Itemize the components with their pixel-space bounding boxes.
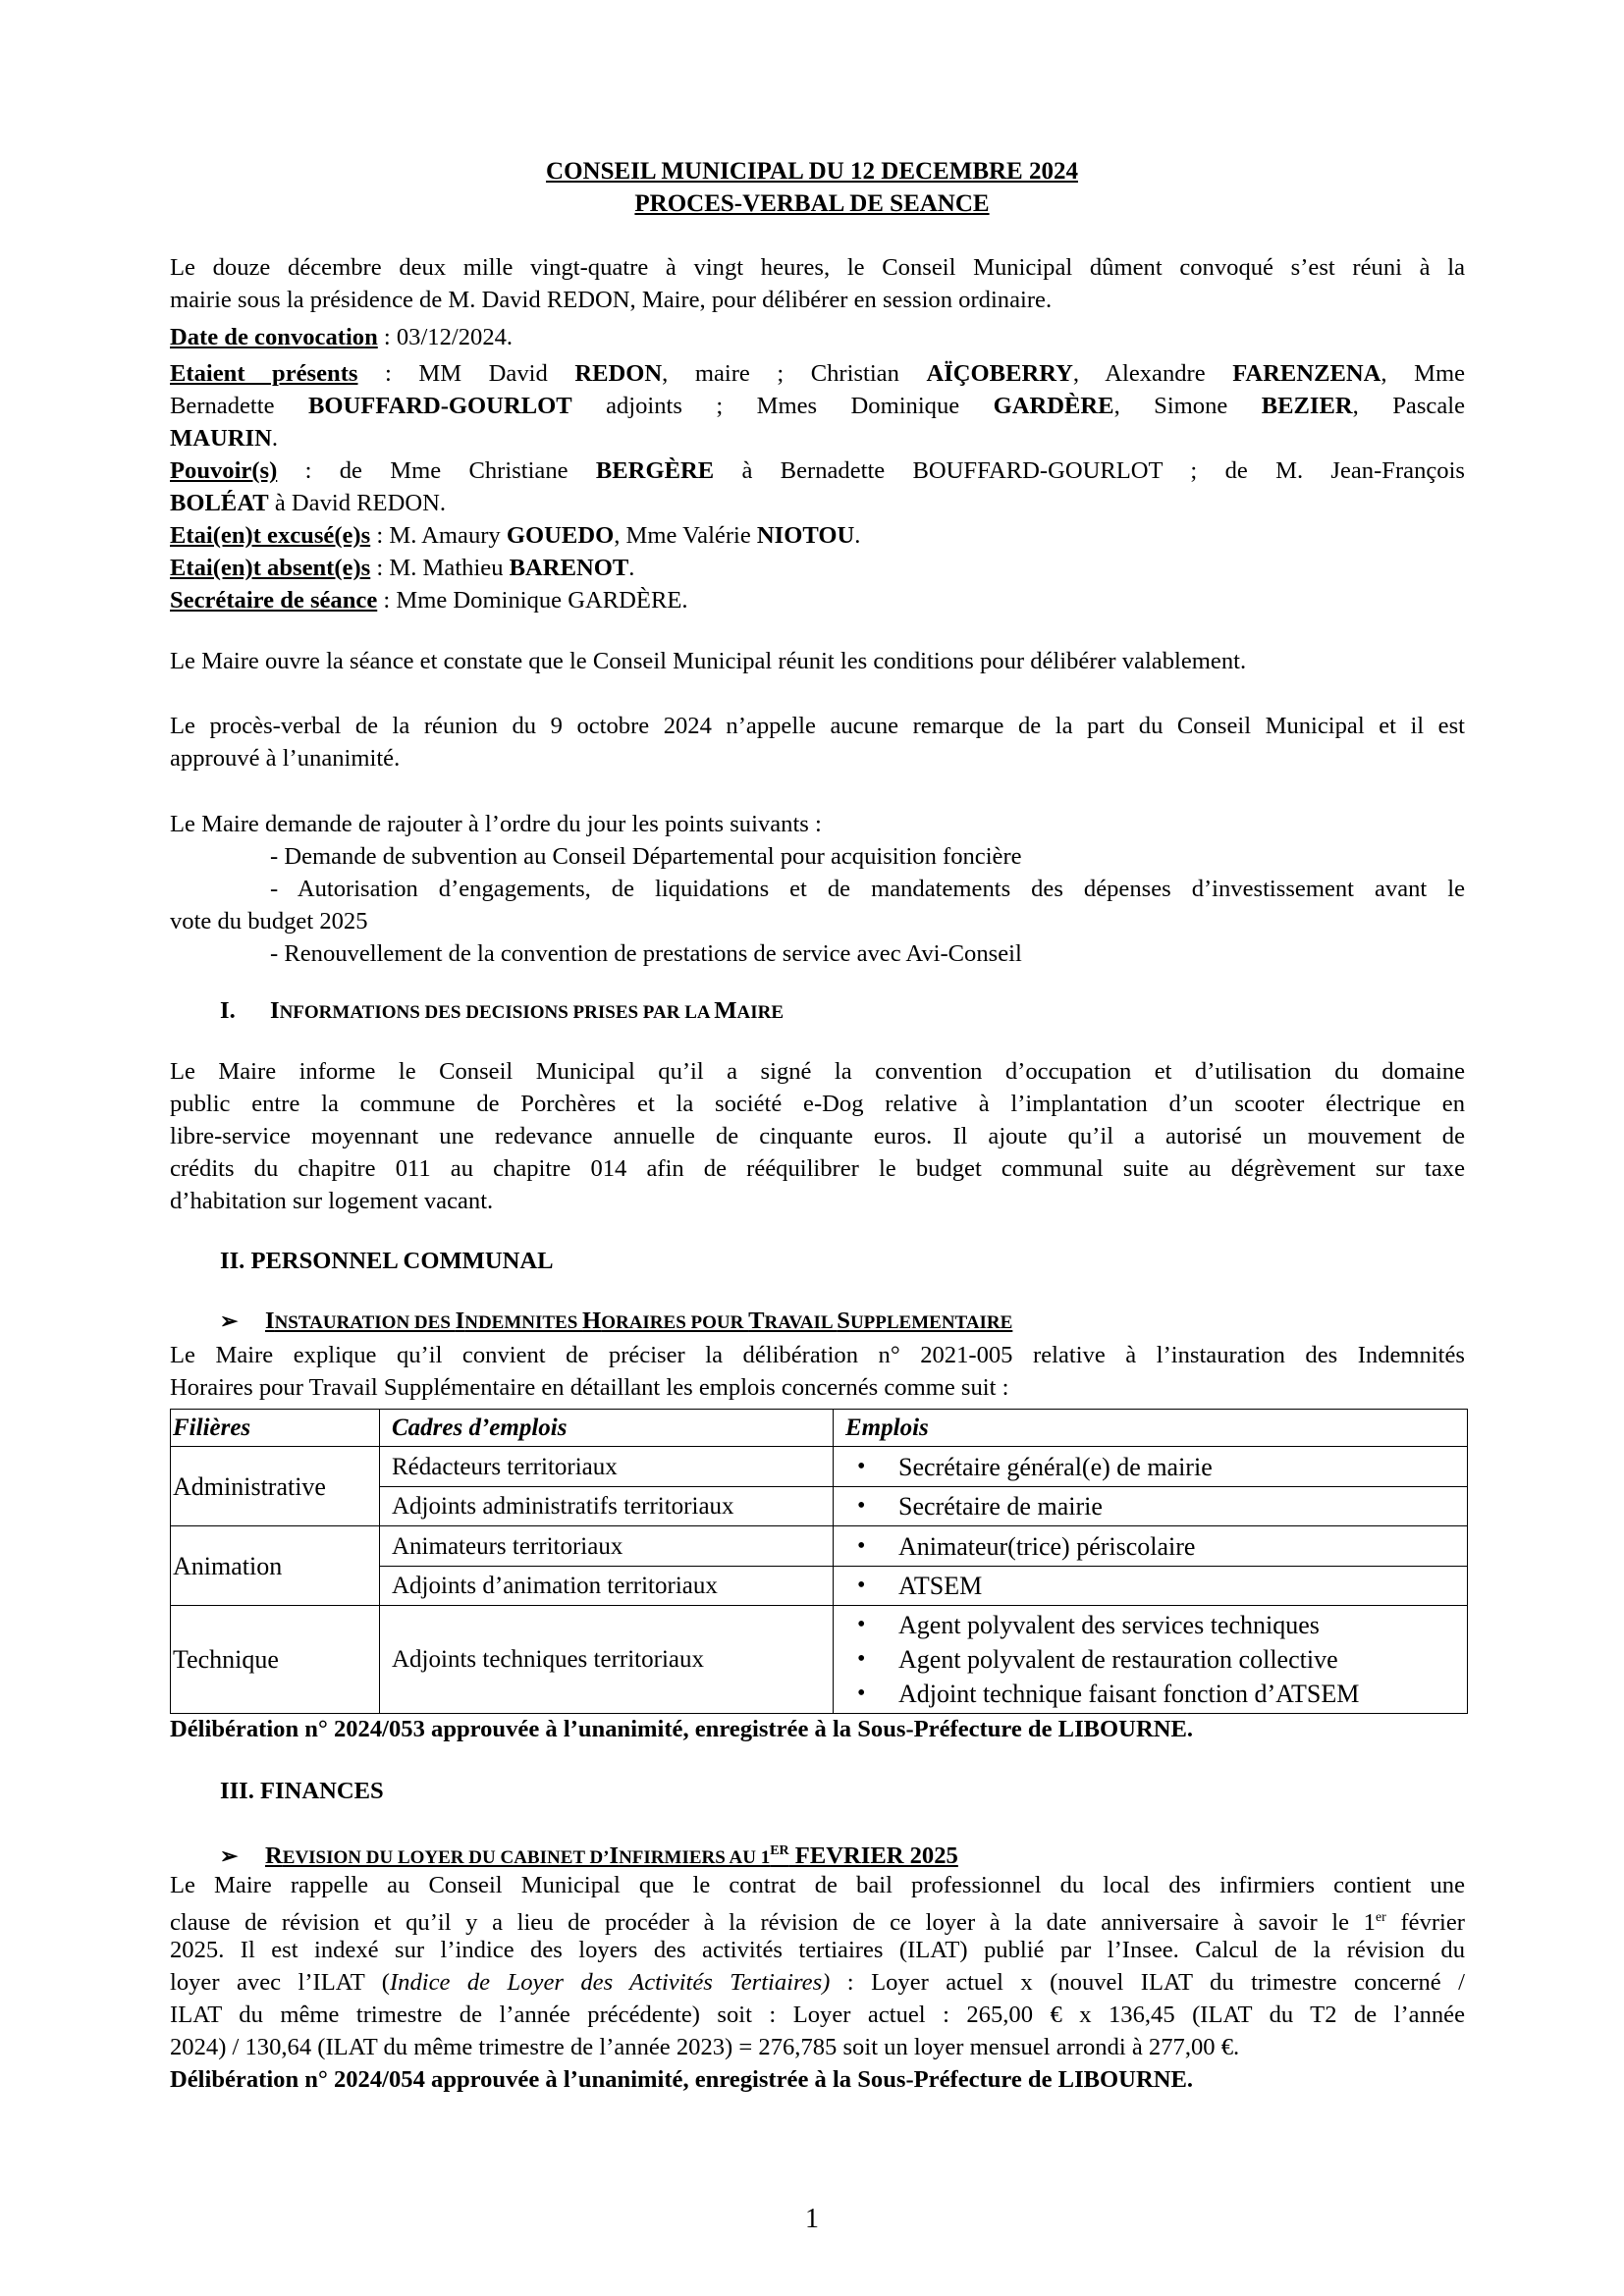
table-cell-cadre: Rédacteurs territoriaux (380, 1447, 834, 1487)
member-name: BARENOT (509, 555, 629, 581)
presents-text: Bernadette (170, 393, 308, 419)
subheading-part: T (748, 1308, 765, 1334)
section-3-line-3: 2025. Il est indexé sur l’indice des loyers des activités tertiaires (ILAT) publié par l’Insee. Calcul de la révision du (170, 1937, 1465, 1963)
section-3-line-4 (170, 1966, 1465, 1999)
presents-text: , Pascale (1352, 393, 1465, 419)
convocation-line (170, 321, 1465, 353)
deliberation-054: Délibération n° 2024/054 approuvée à l’unanimité, enregistrée à la Sous-Préfecture de LIBOURNE. (170, 2066, 1194, 2093)
table-row (171, 1447, 1468, 1487)
arrow-bullet-icon: ➢ (220, 1308, 239, 1333)
subheading-part: I (455, 1308, 465, 1334)
section-3-italic: Indice de Loyer des Activités Tertiaires) (389, 1969, 831, 1996)
ordre-du-jour-item-3: - Renouvellement de la convention de prestations de service avec Avi-Conseil (270, 940, 1022, 967)
member-name: BEZIER (1261, 393, 1353, 419)
section-1-line-3: libre-service moyennant une redevance annuelle de cinquante euros. Il ajoute qu’il a autorisé un mouvement de (170, 1123, 1465, 1149)
section-1-line-4: crédits du chapitre 011 au chapitre 014 afin de rééquilibrer le budget communal suite au dégrèvement sur taxe (170, 1155, 1465, 1182)
member-name: REDON (574, 360, 663, 387)
section-1-line-5: d’habitation sur logement vacant. (170, 1188, 494, 1214)
section-1-line-2: public entre la commune de Porchères et la société e-Dog relative à l’implantation d’un scooter électrique en (170, 1091, 1465, 1117)
intro-line-2: mairie sous la présidence de M. David REDON, Maire, pour délibérer en session ordinaire. (170, 287, 1053, 313)
subheading-part: I (265, 1308, 275, 1334)
absents-text: : M. Mathieu (370, 555, 510, 581)
presents-line-2 (170, 390, 1465, 422)
table-cell-emplois (834, 1526, 1468, 1567)
secretaire-value: : Mme Dominique GARDÈRE. (377, 587, 688, 614)
presents-text: adjoints ; Mmes Dominique (571, 393, 994, 419)
member-name: GOUEDO (506, 522, 615, 549)
table-header-cell: Filières (171, 1410, 380, 1447)
member-name: GARDÈRE (993, 393, 1114, 419)
subheading-sup: ER (770, 1843, 789, 1858)
table-header-row (171, 1410, 1468, 1447)
table-cell-cadre: Adjoints techniques territoriaux (380, 1606, 834, 1714)
pv-line-1: Le procès-verbal de la réunion du 9 octobre 2024 n’appelle aucune remarque de la part du Conseil Municipal et il est (170, 713, 1465, 739)
table-cell-cadre: Adjoints administratifs territoriaux (380, 1487, 834, 1526)
section-3-line-1: Le Maire rappelle au Conseil Municipal que le contrat de bail professionnel du local des infirmiers contient une (170, 1872, 1465, 1898)
subheading-part: S (837, 1308, 850, 1334)
absents-label: Etai(en)t absent(e)s (170, 555, 371, 581)
presents-line-3 (170, 422, 1465, 454)
list-item: • Secrétaire de mairie (836, 1489, 1467, 1523)
table-cell-emplois (834, 1606, 1468, 1714)
table-cell-emplois (834, 1567, 1468, 1606)
list-item: • Adjoint technique faisant fonction d’ATSEM (836, 1677, 1467, 1711)
ordre-du-jour-intro: Le Maire demande de rajouter à l’ordre du jour les points suivants : (170, 811, 822, 837)
section-1-line-1: Le Maire informe le Conseil Municipal qu’il a signé la convention d’occupation et d’utilisation du domaine (170, 1058, 1465, 1085)
subheading-part: NFIRMIERS AU 1 (619, 1847, 771, 1869)
subheading-part: I (609, 1842, 620, 1870)
presents-text: , Mme (1380, 360, 1466, 387)
subheading-part: FEVRIER 2025 (788, 1842, 958, 1870)
excuses-text: . (854, 522, 861, 549)
pv-line-2: approuvé à l’unanimité. (170, 745, 401, 772)
intro-line-1: Le douze décembre deux mille vingt-quatre à vingt heures, le Conseil Municipal dûment convoqué s’est réuni à la (170, 254, 1465, 281)
section-3-text: février (1385, 1909, 1465, 1937)
subheading-part: H (582, 1308, 602, 1334)
excuses-text: , Mme Valérie (614, 522, 757, 549)
member-name: NIOTOU (756, 522, 855, 549)
pouvoirs-text: à Bernadette BOUFFARD-GOURLOT ; de M. Jean-François (714, 457, 1465, 484)
section-title-part: AIRE (736, 1002, 785, 1023)
table-header-cell: Cadres d’emplois (380, 1410, 834, 1447)
document-subtitle: PROCES-VERBAL DE SEANCE (634, 190, 990, 217)
subheading-part: ORAIRES POUR (601, 1312, 749, 1333)
subheading-part: R (265, 1842, 283, 1870)
pouvoirs-label: Pouvoir(s) (170, 457, 278, 484)
pouvoirs-line-1 (170, 454, 1465, 487)
section-1-title (270, 994, 784, 1029)
member-name: FARENZENA (1232, 360, 1381, 387)
presents-text: : MM David (357, 360, 575, 387)
table-cell-emplois (834, 1447, 1468, 1487)
presents-text: , maire ; Christian (662, 360, 927, 387)
ouverture-paragraph: Le Maire ouvre la séance et constate que le Conseil Municipal réunit les conditions pour délibérer valablement. (170, 648, 1247, 674)
pouvoirs-text: : de Mme Christiane (277, 457, 596, 484)
section-3-line-6: 2024) / 130,64 (ILAT du même trimestre de l’année 2023) = 276,785 soit un loyer mensuel arrondi à 277,00 €. (170, 2034, 1240, 2060)
member-name: BERGÈRE (595, 457, 715, 484)
list-item: • Agent polyvalent de restauration collective (836, 1642, 1467, 1677)
table-cell-cadre: Adjoints d’animation territoriaux (380, 1567, 834, 1606)
excuses-line (170, 519, 1465, 552)
table-cell-emplois (834, 1487, 1468, 1526)
secretaire-label: Secrétaire de séance (170, 587, 378, 614)
emplois-table (170, 1409, 1468, 1714)
presents-line-1 (170, 357, 1465, 390)
presents-text: , Alexandre (1072, 360, 1233, 387)
secretaire-line (170, 584, 1465, 616)
subheading-part: EVISION DU LOYER DU CABINET D’ (282, 1847, 610, 1869)
table-cell-filiere: Technique (171, 1606, 380, 1714)
table-header-cell: Emplois (834, 1410, 1468, 1447)
section-3-text: clause de révision et qu’il y a lieu de procéder à la révision de ce loyer à la date anniversaire à savoir le 1 (170, 1909, 1376, 1937)
convocation-value: : 03/12/2024. (377, 324, 514, 350)
table-cell-cadre: Animateurs territoriaux (380, 1526, 834, 1567)
section-title-part: M (714, 997, 737, 1024)
presents-text: . (271, 425, 278, 452)
member-name: BOLÉAT (170, 490, 269, 516)
ordre-du-jour-item-1: - Demande de subvention au Conseil Départemental pour acquisition foncière (270, 843, 1022, 870)
section-3-heading: III. FINANCES (220, 1778, 384, 1804)
section-3-text: : Loyer actuel x (nouvel ILAT du trimestre concerné / (830, 1969, 1465, 1996)
table-cell-filiere: Animation (171, 1526, 380, 1606)
list-item: • Agent polyvalent des services techniques (836, 1608, 1467, 1642)
member-name: AÏÇOBERRY (926, 360, 1073, 387)
ordre-du-jour-item-2-line-2: vote du budget 2025 (170, 908, 368, 934)
absents-line (170, 552, 1465, 584)
section-3-line-5: ILAT du même trimestre de l’année précédente) soit : Loyer actuel : 265,00 € x 136,45 (ILAT du T2 de l’année (170, 2002, 1465, 2028)
section-2-line-2: Horaires pour Travail Supplémentaire en détaillant les emplois concernés comme suit : (170, 1374, 1009, 1401)
member-name: BOUFFARD-GOURLOT (307, 393, 572, 419)
table-cell-filiere: Administrative (171, 1447, 380, 1526)
section-2-subheading (220, 1305, 1012, 1339)
table-row (171, 1606, 1468, 1714)
list-item: • Animateur(trice) périscolaire (836, 1529, 1467, 1564)
subheading-part: NDEMNITES (464, 1312, 583, 1333)
deliberation-053: Délibération n° 2024/053 approuvée à l’unanimité, enregistrée à la Sous-Préfecture de LIBOURNE. (170, 1716, 1194, 1742)
subheading-part: NSTAURATION DES (274, 1312, 456, 1333)
section-2-heading: II. PERSONNEL COMMUNAL (220, 1248, 554, 1274)
section-1-number: I. (220, 997, 236, 1024)
document-title: CONSEIL MUNICIPAL DU 12 DECEMBRE 2024 (546, 158, 1078, 185)
section-title-part: I (270, 997, 280, 1024)
section-2-line-1: Le Maire explique qu’il convient de préciser la délibération n° 2021-005 relative à l’instauration des Indemnités (170, 1342, 1465, 1368)
pouvoirs-text: à David REDON. (268, 490, 447, 516)
excuses-text: : M. Amaury (370, 522, 507, 549)
page-number: 1 (805, 2204, 819, 2234)
section-title-part: NFORMATIONS DES DECISIONS PRISES PAR LA (279, 1002, 715, 1023)
section-3-text: loyer avec l’ILAT ( (170, 1969, 390, 1996)
absents-text: . (628, 555, 635, 581)
convocation-label: Date de convocation (170, 324, 378, 350)
list-item: • Secrétaire général(e) de mairie (836, 1450, 1467, 1484)
subheading-part: RAVAIL (764, 1312, 838, 1333)
presents-label: Etaient présents (170, 360, 358, 387)
presents-text: , Simone (1113, 393, 1262, 419)
arrow-bullet-icon: ➢ (220, 1843, 239, 1869)
subheading-part: UPPLEMENTAIRE (849, 1312, 1013, 1333)
section-3-sup: er (1375, 1910, 1386, 1925)
member-name: MAURIN (170, 425, 272, 452)
ordre-du-jour-item-2-line-1: - Autorisation d’engagements, de liquidations et de mandatements des dépenses d’investissement avant le (270, 876, 1465, 902)
table-row (171, 1526, 1468, 1567)
pouvoirs-line-2 (170, 487, 1465, 519)
list-item: • ATSEM (836, 1569, 1467, 1603)
excuses-label: Etai(en)t excusé(e)s (170, 522, 371, 549)
